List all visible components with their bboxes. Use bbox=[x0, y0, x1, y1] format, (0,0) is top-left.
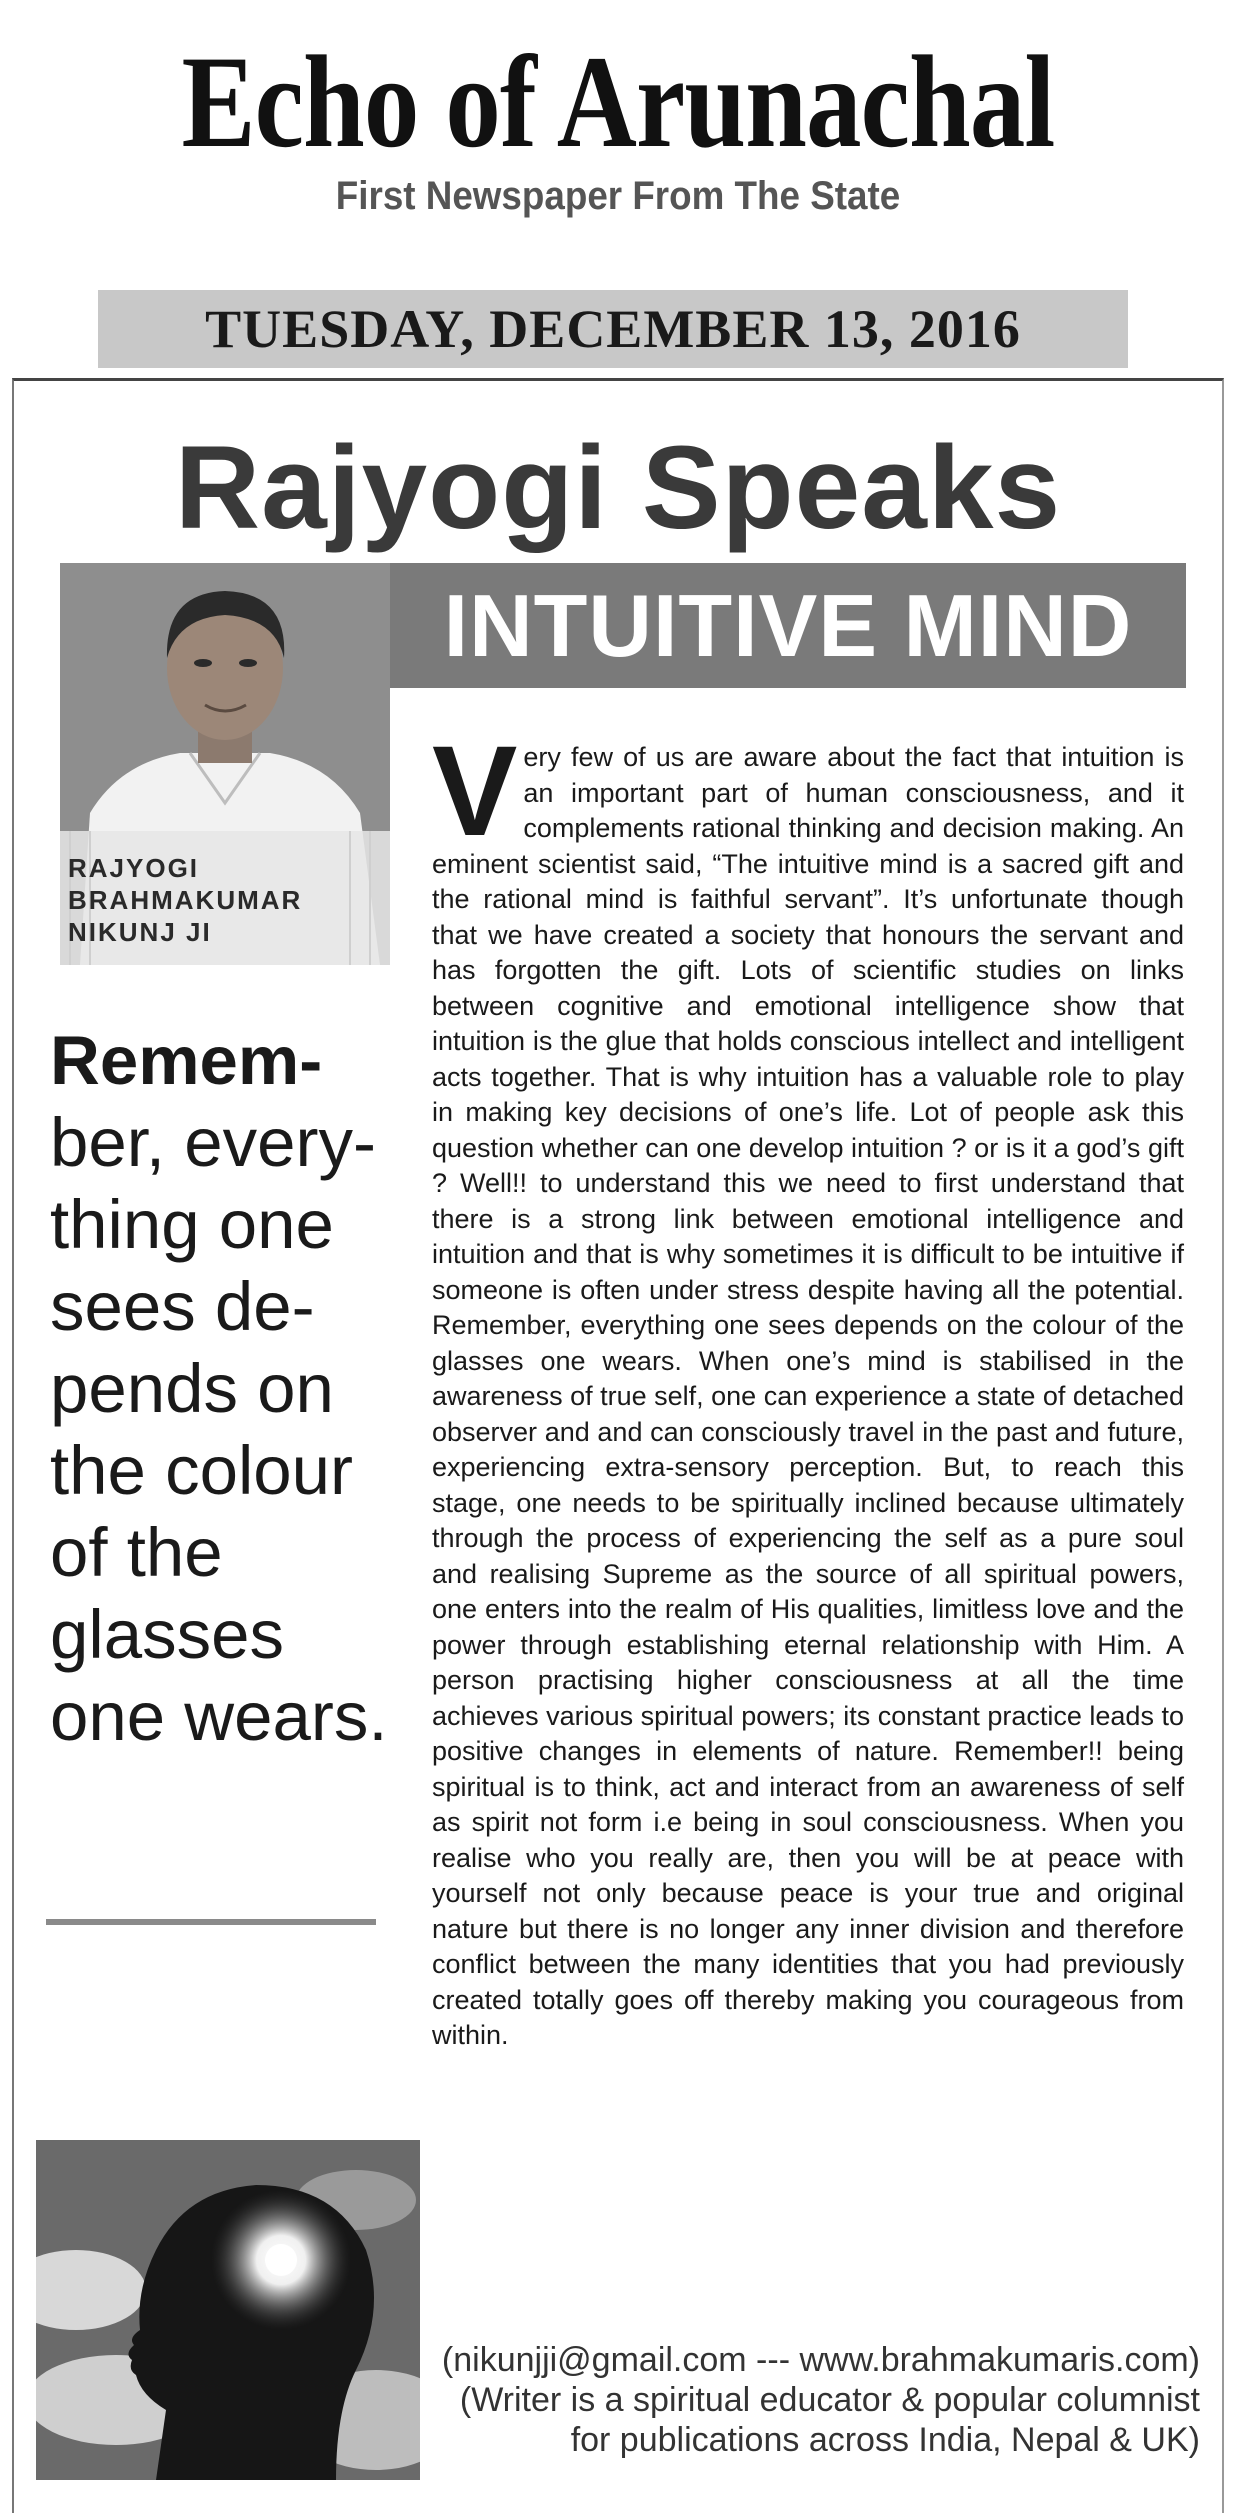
byline-line-1: RAJYOGI bbox=[68, 853, 200, 883]
pull-quote-line: one wears. bbox=[50, 1678, 388, 1755]
pull-quote-line: of the bbox=[50, 1514, 223, 1591]
meditation-illustration bbox=[36, 2140, 420, 2480]
newspaper-name: Echo of Arunachal bbox=[181, 28, 1055, 175]
pull-quote-divider bbox=[46, 1919, 376, 1925]
publication-date: TUESDAY, DECEMBER 13, 2016 bbox=[98, 290, 1128, 368]
article-body bbox=[432, 720, 1184, 2054]
author-bio-line: for publications across India, Nepal & UK) bbox=[570, 2421, 1200, 2459]
author-contact bbox=[400, 2340, 1200, 2460]
column-title: Rajyogi Speaks bbox=[174, 422, 1062, 554]
pull-quote bbox=[50, 1020, 430, 1758]
pull-quote-line: the colour bbox=[50, 1432, 354, 1509]
author-byline bbox=[68, 852, 388, 948]
pull-quote-line: pends on bbox=[50, 1350, 334, 1427]
contact-info: (nikunjji@gmail.com --- www.brahmakumaris.com) bbox=[441, 2341, 1200, 2379]
byline-line-2: BRAHMAKUMAR bbox=[68, 885, 303, 915]
masthead bbox=[0, 18, 1236, 219]
article-text: ery few of us are aware about the fact that intuition is an important part of human consciousness, and it complements rational thinking and decision making. An eminent scientist said, “The intuitive mind is a sacred gift and the rational mind is faithful servant”. It’s unfortunate though that we have created a society that honours the servant and has forgotten the gift. Lots of scientific studies on links between cognitive and emotional intelligence show that intuition is the glue that holds conscious intellect and intelligent acts together. That is why intuition has a valuable role to play in making key decisions of one’s life. Lot of people ask this question whether can one develop intuition ? or is it a god’s gift ? Well!! to understand this we need to first understand that there is a strong link between emotional intelligence and intuition and that is why sometimes it is difficult to be intuitive if someone is often under stress despite having all the potential. Remember, everything one sees depends on the colour of the glasses one wears. When one’s mind is stabilised in the awareness of true self, one can experience a state of detached observer and and can consciously travel in the past and future, experiencing extra-sensory perception. But, to reach this stage, one needs to be spiritually inclined because ultimately through the process of experiencing the self as a pure soul and realising Supreme as the source of all spiritual powers, one enters into the realm of His qualities, limitless love and the power through establishing eternal relationship with Him. A person practising higher consciousness at all the time achieves various spiritual powers; its constant practice leads to positive changes in elements of nature. Remember!! being spiritual is to think, act and interact from an awareness of self as spirit not form i.e being in soul consciousness. When you realise who you really are, then you will be at peace with yourself not only because peace is your true and original nature but there is no longer any inner division and therefore conflict between the many identities that you had previously created totally goes off thereby making you courageous from within. bbox=[432, 742, 1184, 2050]
newspaper-tagline: First Newspaper From The State bbox=[335, 174, 901, 218]
article-headline: INTUITIVE MIND bbox=[390, 563, 1186, 688]
head-silhouette-image bbox=[36, 2140, 420, 2480]
author-bio-line: (Writer is a spiritual educator & popular columnist bbox=[459, 2381, 1200, 2419]
pull-quote-line: ber, every- bbox=[50, 1104, 376, 1181]
byline-line-3: NIKUNJ JI bbox=[68, 917, 212, 947]
drop-cap: V bbox=[432, 720, 518, 863]
pull-quote-line: sees de- bbox=[50, 1268, 315, 1345]
pull-quote-line: glasses bbox=[50, 1596, 284, 1673]
pull-quote-line: thing one bbox=[50, 1186, 334, 1263]
pull-quote-line: Remem- bbox=[50, 1022, 323, 1099]
